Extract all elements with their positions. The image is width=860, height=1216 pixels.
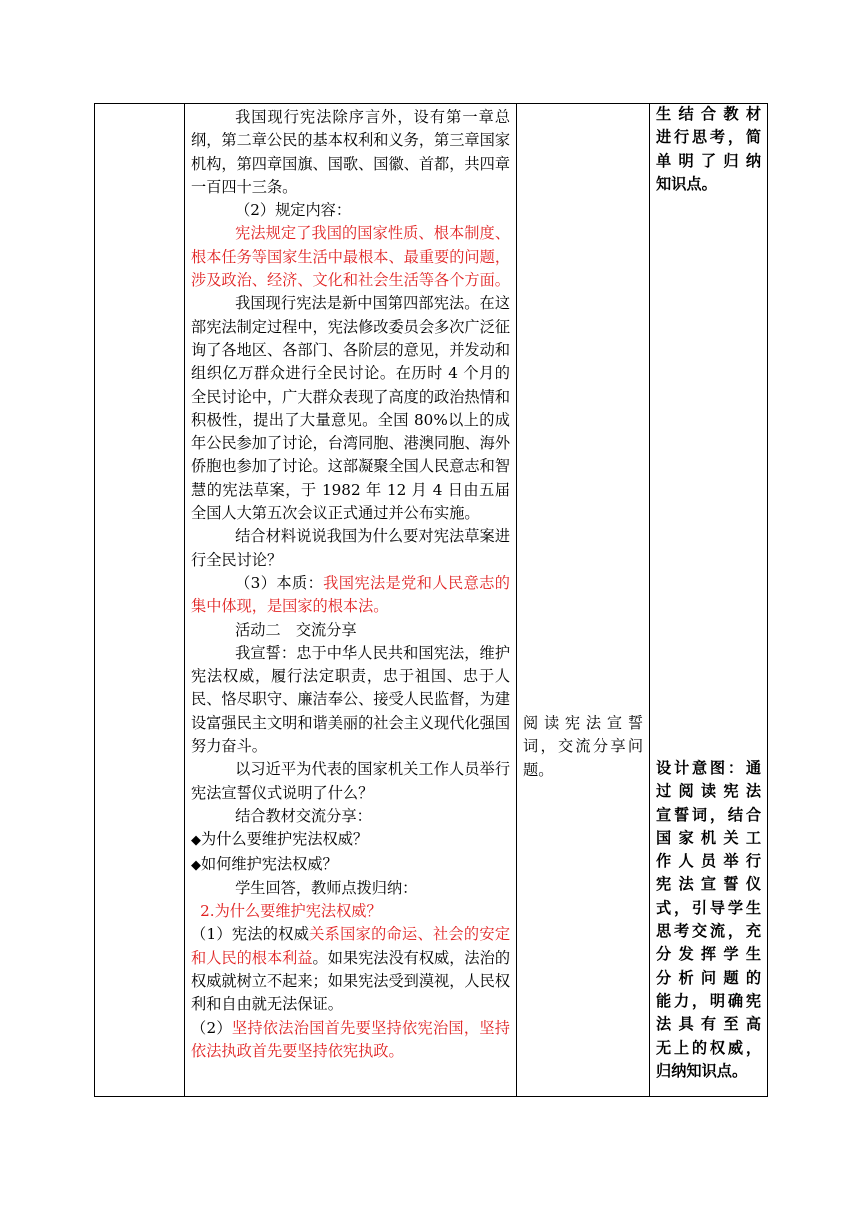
highlight-text: 坚持依法治国首先要坚持依宪治国，坚持依法执政首先要坚持依宪执政。 bbox=[191, 1018, 510, 1060]
paragraph-prefix: （1）宪法的权威 bbox=[191, 925, 310, 944]
paragraph: 学生回答，教师点拨归纳： bbox=[235, 878, 418, 897]
design-line: 归纳知识点。 bbox=[656, 1061, 748, 1080]
student-activity-cell bbox=[517, 104, 650, 1097]
paragraph: 以习近平为代表的国家机关工作人员举行宪法宣誓仪式说明了什么？ bbox=[191, 760, 510, 802]
design-line: 国家机关工 bbox=[656, 828, 761, 847]
paragraph bbox=[191, 923, 510, 1016]
paragraph-rest: 。如果宪法没有权威，法治的权威就树立不起来；如果宪法受到漠视，人民权利和自由就无法保证。 bbox=[191, 948, 511, 1014]
section-heading: 2.为什么要维护宪法权威？ bbox=[200, 902, 382, 921]
design-line: 分析问题的 bbox=[656, 968, 761, 987]
design-line: 知识点。 bbox=[656, 174, 717, 193]
paragraph bbox=[191, 1017, 510, 1064]
paragraph-prefix: （2） bbox=[191, 1018, 232, 1037]
bullet-text: 如何维护宪法权威？ bbox=[201, 854, 338, 873]
design-line: 式，引导学生 bbox=[656, 898, 761, 917]
design-line: 生结合教材 bbox=[656, 105, 761, 123]
design-intent bbox=[656, 757, 761, 1083]
paragraph bbox=[191, 572, 510, 619]
design-line: 能力，明确宪 bbox=[656, 991, 761, 1010]
empty-cell bbox=[95, 104, 185, 1097]
design-line: 过阅读宪法 bbox=[656, 782, 761, 801]
design-line: 法具有至高 bbox=[656, 1015, 761, 1034]
highlight-paragraph: 宪法规定了我国的国家性质、根本制度、根本任务等国家生活中最根本、最重要的问题，涉及政治、经济、文化和社会生活等各个方面。 bbox=[191, 224, 510, 290]
teaching-content-cell bbox=[185, 104, 517, 1097]
highlight-text: 关系国家的命运、社会的安定和人民的根本利益 bbox=[191, 925, 511, 967]
paragraph: 我国现行宪法除序言外，设有第一章总纲，第二章公民的基本权利和义务，第三章国家机构，第四章国旗、国歌、国徽、首都，共四章一百四十三条。 bbox=[191, 108, 510, 196]
paragraph: （2）规定内容： bbox=[235, 201, 352, 220]
design-line: 进行思考，简 bbox=[656, 128, 761, 147]
design-intent-cell bbox=[650, 104, 768, 1097]
design-line: 作人员举行 bbox=[656, 852, 761, 871]
design-line: 设计意图：通 bbox=[656, 759, 761, 777]
design-line: 单明了归纳 bbox=[656, 151, 761, 170]
table-row bbox=[95, 104, 768, 1097]
diamond-bullet-icon: ◆ bbox=[191, 833, 201, 849]
paragraph: 结合教材交流分享： bbox=[235, 806, 372, 825]
design-line: 思考交流，充 bbox=[656, 922, 761, 941]
lesson-plan-table bbox=[94, 103, 768, 1097]
bullet-item bbox=[191, 828, 510, 852]
paragraph: 结合材料说说我国为什么要对宪法草案进行全民讨论？ bbox=[191, 527, 510, 569]
oath-paragraph: 我宣誓：忠于中华人民共和国宪法，维护宪法权威，履行法定职责，忠于祖国、忠于人民、恪尽职守、廉洁奉公、接受人民监督，为建设富强民主文明和谐美丽的社会主义现代化强国努力奋斗。 bbox=[191, 643, 510, 756]
bullet-text: 为什么要维护宪法权威？ bbox=[201, 830, 369, 849]
activity-heading: 活动二 交流分享 bbox=[235, 620, 357, 639]
design-line: 宣誓词，结合 bbox=[656, 805, 761, 824]
bullet-item bbox=[191, 853, 510, 877]
design-line: 宪法宣誓仪 bbox=[656, 875, 761, 894]
paragraph-prefix: （3）本质： bbox=[235, 573, 324, 592]
highlight-text: 我国宪法是党和人民意志的集中体现，是国家的根本法。 bbox=[191, 573, 510, 616]
student-activity-text: 阅读宪法宣誓词，交流分享问题。 bbox=[523, 714, 643, 779]
design-summary bbox=[650, 103, 767, 196]
paragraph: 我国现行宪法是新中国第四部宪法。在这部宪法制定过程中，宪法修改委员会多次广泛征询了各地区、各部门、各阶层的意见，并发动和组织亿万群众进行全民讨论。在历时 4 个月的全民讨论中，广大群众表现了高度的政治热情和积极性，提出了大量意见。全国 80%以上的成年公民参加了讨论，台湾同胞、港澳同胞、海外侨胞也参加了讨论。这部凝聚全国人民意志和智慧的宪法草案，于 1982 年 12 月 4 日由五届全国人大第五次会议正式通过并公布实施。 bbox=[191, 294, 510, 523]
design-line: 分发挥学生 bbox=[656, 945, 761, 964]
design-line: 无上的权威， bbox=[656, 1038, 761, 1057]
diamond-bullet-icon: ◆ bbox=[191, 857, 201, 873]
teaching-content bbox=[185, 104, 516, 1063]
